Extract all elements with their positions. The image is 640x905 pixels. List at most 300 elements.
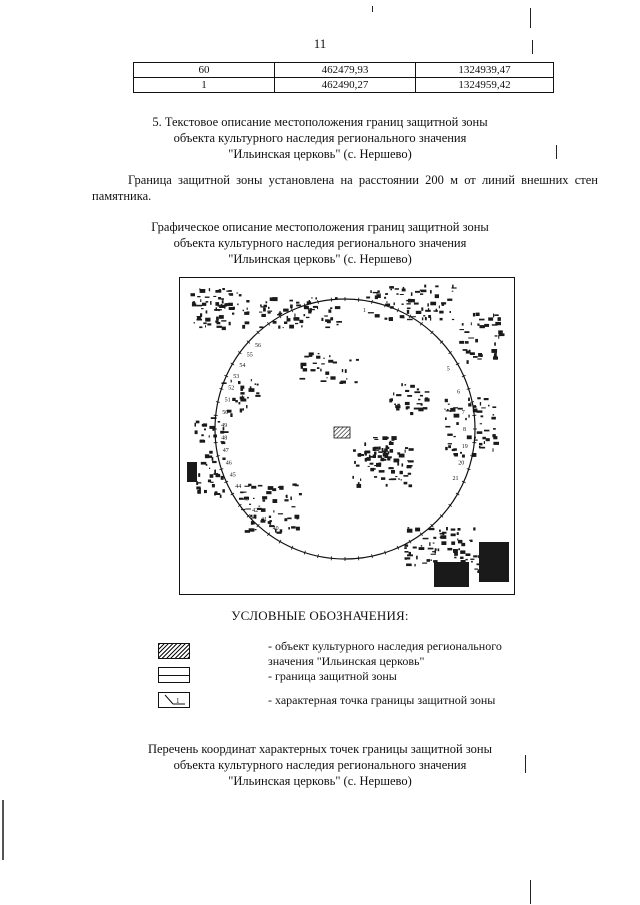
photo-speck [407, 529, 413, 533]
photo-speck [235, 400, 238, 402]
photo-speck [206, 301, 209, 303]
photo-speck [215, 290, 221, 293]
photo-speck [218, 421, 220, 423]
photo-speck [251, 521, 253, 525]
photo-speck [256, 392, 259, 394]
photo-speck [494, 314, 498, 316]
photo-speck [219, 315, 224, 319]
photo-speck [407, 319, 413, 320]
photo-speck [245, 509, 251, 510]
photo-speck [422, 317, 423, 320]
point-label: 40 [272, 526, 279, 533]
photo-dark-area [187, 462, 197, 482]
photo-speck [391, 436, 396, 440]
photo-speck [460, 550, 465, 554]
photo-speck [408, 527, 410, 529]
photo-speck [259, 506, 261, 507]
photo-speck [251, 379, 252, 381]
photo-speck [408, 299, 411, 303]
photo-speck [286, 495, 288, 497]
photo-speck [293, 318, 298, 319]
photo-speck [273, 499, 278, 503]
photo-speck [357, 484, 362, 488]
photo-speck [253, 498, 255, 499]
photo-speck [476, 313, 480, 316]
photo-speck [495, 352, 496, 354]
photo-speck [330, 376, 335, 379]
photo-speck [345, 369, 347, 373]
photo-speck [279, 486, 283, 490]
photo-speck [311, 369, 316, 371]
photo-speck [380, 459, 384, 462]
photo-speck [288, 527, 290, 529]
photo-speck [303, 368, 307, 371]
photo-speck [439, 530, 441, 532]
photo-speck [425, 310, 431, 312]
photo-speck [414, 408, 419, 410]
photo-speck [284, 518, 287, 521]
photo-speck [337, 324, 339, 326]
photo-speck [336, 321, 342, 323]
photo-speck [325, 372, 329, 375]
photo-speck [396, 408, 399, 410]
photo-speck [328, 309, 331, 312]
photo-speck [207, 323, 211, 325]
photo-speck [464, 331, 469, 333]
photo-speck [228, 303, 233, 306]
photo-speck [222, 489, 225, 492]
photo-speck [375, 314, 380, 317]
photo-speck [400, 294, 404, 295]
photo-speck [445, 417, 447, 420]
photo-speck [480, 402, 481, 406]
photo-speck [301, 366, 303, 369]
photo-speck [468, 338, 474, 339]
photo-speck [292, 484, 294, 486]
photo-speck [419, 547, 425, 550]
y-coordinate: 1324959,42 [416, 78, 554, 93]
photo-speck [409, 552, 411, 556]
photo-speck [222, 327, 226, 331]
photo-speck [192, 302, 195, 306]
photo-speck [414, 564, 415, 567]
photo-speck [484, 441, 485, 444]
photo-speck [385, 293, 388, 295]
photo-speck [354, 461, 356, 464]
point-legend-label: 1 [176, 697, 180, 705]
photo-speck [420, 290, 421, 292]
photo-speck [294, 314, 295, 317]
photo-speck [310, 309, 315, 310]
point-label: 5 [446, 366, 450, 373]
photo-speck [416, 556, 418, 560]
photo-speck [341, 381, 347, 384]
photo-speck [240, 492, 244, 494]
photo-speck [299, 320, 303, 323]
photo-speck [405, 450, 406, 453]
photo-speck [403, 317, 405, 319]
photo-speck [267, 311, 272, 312]
photo-speck [448, 404, 450, 405]
photo-speck [463, 349, 468, 351]
photo-speck [414, 303, 419, 305]
photo-speck [457, 532, 459, 535]
photo-speck [384, 297, 386, 299]
photo-speck [240, 386, 244, 389]
photo-speck [498, 317, 501, 321]
photo-speck [387, 437, 389, 439]
photo-speck [389, 318, 392, 320]
photo-speck [435, 285, 438, 287]
photo-speck [209, 288, 210, 291]
photo-speck [215, 491, 218, 494]
photo-speck [284, 499, 288, 501]
photo-speck [378, 455, 382, 458]
photo-speck [217, 326, 222, 328]
photo-speck [477, 431, 483, 434]
photo-speck [480, 423, 482, 424]
y-coordinate: 1324939,47 [416, 63, 554, 78]
photo-speck [236, 293, 238, 294]
photo-speck [454, 557, 456, 559]
photo-speck [323, 358, 325, 359]
scan-artifact [372, 6, 373, 12]
photo-speck [296, 527, 300, 531]
photo-speck [264, 305, 268, 308]
photo-speck [493, 414, 495, 416]
photo-speck [221, 476, 224, 480]
section-5-heading: 5. Текстовое описание местоположения границ защитной зоны объекта культурного наследия регионального значения "Ильинская церковь" (с. Нершево) [152, 115, 488, 161]
photo-speck [248, 484, 251, 486]
photo-speck [205, 325, 206, 327]
photo-speck [374, 476, 377, 478]
photo-speck [377, 295, 381, 298]
photo-speck [415, 291, 420, 293]
photo-speck [246, 300, 249, 303]
photo-speck [379, 447, 381, 450]
photo-speck [321, 380, 327, 382]
point-label: 46 [225, 460, 232, 467]
photo-speck [452, 449, 455, 451]
photo-speck [469, 540, 472, 541]
photo-speck [321, 318, 323, 321]
photo-speck [374, 450, 379, 451]
photo-speck [411, 292, 413, 296]
photo-speck [289, 325, 294, 329]
photo-speck [407, 308, 411, 310]
photo-speck [295, 323, 298, 324]
photo-speck [468, 403, 471, 406]
photo-speck [255, 383, 256, 385]
photo-speck [481, 354, 483, 357]
photo-speck [403, 287, 405, 291]
photo-speck [205, 297, 210, 298]
photo-speck [370, 463, 374, 465]
photo-speck [365, 453, 367, 456]
photo-speck [209, 451, 213, 454]
photo-speck [470, 559, 474, 560]
photo-speck [473, 313, 475, 317]
photo-speck [420, 293, 423, 295]
legend-item-heritage: - объект культурного наследия регионального значения "Ильинская церковь" [268, 639, 502, 668]
point-label: 8 [463, 427, 466, 433]
photo-speck [378, 451, 382, 453]
photo-speck [406, 303, 410, 304]
photo-speck [425, 397, 428, 398]
photo-speck [309, 352, 314, 355]
photo-speck [447, 548, 452, 551]
photo-speck [278, 513, 283, 514]
photo-speck [387, 458, 390, 461]
photo-speck [462, 323, 464, 326]
photo-speck [374, 465, 377, 466]
photo-speck [428, 548, 434, 550]
point-label: 50 [222, 410, 229, 417]
photo-speck [313, 306, 318, 308]
photo-speck [316, 356, 320, 359]
photo-speck [402, 304, 404, 305]
photo-speck [414, 391, 420, 393]
photo-speck [207, 456, 212, 458]
photo-speck [421, 290, 427, 293]
photo-speck [433, 537, 436, 539]
photo-speck [321, 363, 325, 364]
point-legend-icon [158, 692, 190, 708]
photo-speck [446, 410, 452, 411]
photo-speck [304, 356, 309, 358]
photo-speck [465, 342, 467, 343]
photo-speck [203, 423, 207, 426]
photo-speck [243, 310, 244, 312]
photo-speck [237, 304, 238, 306]
photo-speck [201, 308, 204, 309]
photo-speck [384, 448, 388, 451]
photo-speck [390, 289, 392, 291]
photo-speck [326, 377, 327, 378]
point-label: 48 [221, 435, 228, 442]
photo-speck [433, 543, 435, 544]
photo-speck [352, 476, 354, 479]
photo-speck [359, 454, 364, 456]
photo-speck [421, 307, 423, 310]
photo-speck [209, 468, 210, 469]
photo-speck [415, 528, 420, 532]
photo-speck [198, 473, 200, 477]
photo-speck [460, 329, 465, 330]
photo-speck [246, 405, 247, 408]
scan-artifact [2, 800, 4, 860]
photo-speck [290, 305, 293, 309]
photo-speck [395, 476, 397, 477]
photo-speck [477, 358, 481, 359]
photo-speck [263, 499, 266, 501]
photo-speck [220, 431, 224, 434]
photo-speck [422, 563, 427, 564]
point-label: 54 [239, 362, 246, 369]
photo-speck [488, 317, 493, 320]
photo-speck [221, 320, 226, 321]
x-coordinate: 462490,27 [275, 78, 416, 93]
photo-speck [409, 484, 413, 487]
photo-speck [212, 484, 215, 487]
photo-speck [245, 321, 250, 324]
photo-speck [468, 415, 469, 418]
photo-speck [229, 293, 233, 295]
photo-speck [452, 291, 454, 292]
photo-speck [197, 316, 201, 320]
photo-speck [471, 561, 473, 563]
photo-speck [213, 296, 216, 297]
point-label: 44 [235, 483, 242, 490]
photo-speck [304, 306, 309, 309]
photo-speck [216, 317, 219, 321]
photo-speck [480, 325, 485, 328]
photo-speck [477, 324, 479, 326]
photo-speck [283, 327, 284, 328]
photo-speck [222, 288, 225, 290]
photo-speck [448, 443, 452, 444]
photo-speck [425, 398, 430, 401]
photo-speck [468, 398, 470, 402]
graphic-description-heading: Графическое описание местоположения границ защитной зоны объекта культурного наследия регионального значения "Ильинская церковь" (с. Нершево) [151, 220, 489, 266]
photo-speck [391, 470, 395, 474]
photo-speck [259, 312, 262, 313]
photo-speck [423, 538, 429, 540]
photo-speck [381, 477, 385, 480]
photo-speck [325, 327, 330, 329]
photo-speck [366, 297, 370, 299]
photo-speck [296, 302, 299, 304]
photo-speck [427, 559, 431, 562]
photo-speck [453, 549, 458, 553]
photo-speck [346, 378, 347, 379]
photo-speck [404, 384, 406, 386]
photo-speck [388, 447, 390, 449]
point-number: 60 [134, 63, 275, 78]
photo-speck [407, 466, 412, 468]
photo-speck [238, 381, 241, 384]
photo-speck [420, 395, 423, 397]
point-label: 20 [458, 460, 465, 467]
photo-speck [242, 408, 244, 410]
photo-speck [396, 394, 401, 396]
photo-speck [456, 422, 459, 425]
photo-speck [268, 307, 270, 309]
photo-speck [255, 529, 257, 530]
photo-speck [493, 448, 494, 452]
photo-speck [477, 397, 480, 399]
photo-speck [333, 362, 337, 364]
photo-speck [466, 553, 471, 556]
photo-speck [212, 457, 214, 461]
photo-speck [197, 296, 200, 297]
point-number: 1 [134, 78, 275, 93]
photo-speck [373, 455, 376, 458]
photo-speck [306, 317, 310, 318]
photo-speck [279, 311, 281, 314]
photo-speck [444, 409, 445, 410]
photo-speck [405, 559, 407, 560]
point-label: 56 [255, 342, 261, 349]
photo-speck [454, 436, 456, 437]
photo-speck [386, 301, 387, 302]
point-label: 51 [224, 397, 231, 404]
photo-speck [423, 407, 428, 409]
photo-speck [200, 440, 204, 443]
photo-speck [442, 304, 445, 306]
photo-speck [304, 314, 306, 316]
heritage-object [334, 427, 350, 438]
photo-speck [493, 436, 497, 439]
photo-speck [255, 518, 256, 519]
photo-speck [458, 548, 460, 550]
photo-speck [466, 351, 471, 354]
photo-speck [491, 417, 496, 420]
photo-speck [263, 308, 266, 312]
photo-speck [296, 305, 301, 307]
photo-speck [430, 302, 436, 306]
photo-speck [397, 404, 400, 405]
photo-speck [232, 313, 234, 315]
photo-speck [198, 482, 202, 483]
photo-speck [200, 299, 201, 302]
photo-speck [199, 289, 200, 290]
photo-speck [216, 322, 220, 324]
photo-speck [416, 311, 422, 314]
photo-speck [218, 297, 221, 300]
photo-speck [481, 415, 484, 417]
photo-speck [219, 305, 224, 308]
scan-artifact [530, 880, 531, 904]
photo-speck [446, 527, 448, 530]
photo-speck [394, 459, 399, 463]
photo-speck [287, 518, 291, 520]
photo-speck [360, 479, 361, 481]
photo-speck [375, 452, 377, 455]
photo-speck [251, 486, 256, 489]
photo-speck [493, 442, 499, 445]
photo-speck [451, 529, 456, 531]
photo-speck [407, 460, 408, 461]
zone-map [179, 277, 515, 595]
photo-speck [467, 360, 469, 364]
photo-speck [273, 510, 274, 512]
photo-speck [457, 539, 458, 541]
photo-speck [287, 318, 291, 321]
photo-speck [440, 535, 446, 539]
photo-speck [394, 302, 395, 305]
photo-speck [421, 545, 422, 547]
point-label: 43 [242, 496, 249, 503]
photo-speck [201, 434, 204, 436]
photo-speck [247, 311, 250, 313]
photo-speck [355, 381, 358, 383]
photo-speck [204, 490, 207, 493]
photo-speck [425, 317, 427, 320]
photo-speck [441, 541, 446, 545]
photo-dark-area [479, 542, 509, 582]
photo-speck [430, 290, 432, 293]
photo-speck [445, 447, 448, 450]
coordinate-table [133, 62, 554, 93]
photo-speck [465, 418, 467, 420]
photo-speck [270, 297, 275, 301]
photo-speck [242, 325, 245, 329]
photo-speck [486, 438, 490, 441]
photo-speck [484, 430, 489, 432]
photo-speck [460, 557, 463, 559]
photo-speck [349, 360, 351, 362]
